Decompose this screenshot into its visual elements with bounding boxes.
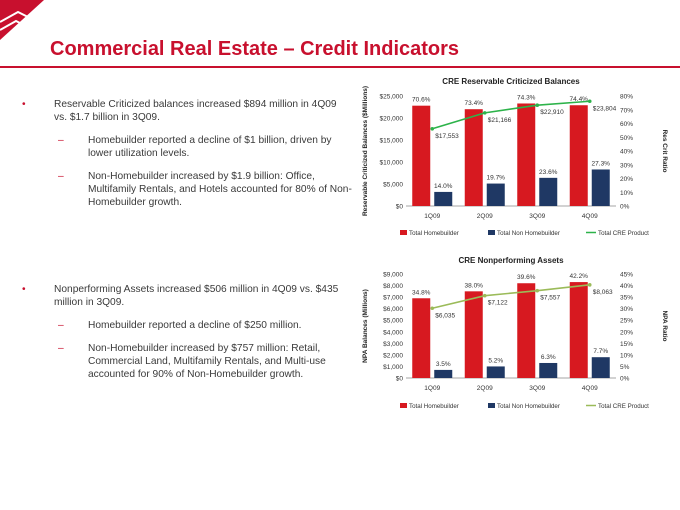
homebuilder-ratio-label: 38.0% [464, 282, 483, 290]
legend-swatch-homebuilder [400, 230, 407, 235]
non-homebuilder-ratio-label: 14.0% [434, 182, 453, 190]
non-homebuilder-bar [434, 192, 452, 206]
total-cre-point [430, 306, 434, 310]
y-tick-label: $9,000 [383, 271, 403, 279]
homebuilder-ratio-label: 73.4% [464, 100, 483, 108]
non-homebuilder-bar [434, 370, 452, 378]
category-label: 2Q09 [476, 385, 493, 392]
y2-axis-label: Res Crit Ratio [661, 129, 668, 173]
page-title: Commercial Real Estate – Credit Indicators [50, 38, 460, 60]
homebuilder-ratio-label: 42.2% [569, 273, 588, 281]
total-cre-value-label: $6,035 [435, 312, 456, 320]
legend-label: Total Homebuilder [409, 230, 459, 237]
bullet-sub-text: Non-Homebuilder increased by $1.9 billion: Office, Multifamily Rentals, and Hotels accounted for 80% of Non-Homebuilder growth. [88, 171, 352, 208]
legend-swatch-non-homebuilder [488, 230, 495, 235]
y2-tick-label: 20% [620, 176, 634, 183]
bullet-sub-text: Homebuilder reported a decline of $250 million. [88, 320, 302, 331]
bullet-sub-text: Non-Homebuilder increased by $757 million: Retail, Commercial Land, Multifamily Rentals, and Multi-use accounted for 90% of Non-Homebuilder growth. [88, 343, 326, 380]
bullet-dash: – [58, 135, 64, 146]
total-cre-point [588, 283, 592, 287]
non-homebuilder-ratio-label: 5.2% [488, 357, 504, 365]
bullet-dash: – [58, 320, 64, 331]
legend-label: Total Homebuilder [409, 403, 459, 410]
bullet-sub-text: Homebuilder reported a decline of $1 billion, driven by lower utilization levels. [88, 135, 332, 159]
bullet-main [22, 98, 352, 124]
total-cre-value-label: $22,910 [540, 109, 564, 117]
y-tick-label: $0 [395, 203, 403, 211]
homebuilder-bar [570, 282, 588, 378]
total-cre-value-label: $7,557 [540, 294, 561, 302]
category-label: 4Q09 [581, 213, 598, 220]
y2-tick-label: 20% [620, 329, 634, 337]
y-tick-label: $5,000 [383, 181, 403, 189]
y-tick-label: $8,000 [383, 283, 403, 291]
title-divider [0, 66, 680, 68]
chart-title: CRE Reservable Criticized Balances [442, 77, 580, 86]
bullet-sub [22, 342, 352, 381]
non-homebuilder-ratio-label: 27.3% [591, 160, 610, 168]
y2-tick-label: 15% [620, 340, 634, 348]
homebuilder-bar [517, 103, 535, 206]
y2-tick-label: 50% [620, 134, 634, 142]
y2-tick-label: 80% [620, 93, 634, 101]
y2-tick-label: 30% [620, 306, 634, 314]
bullet-text: Nonperforming Assets increased $506 million in 4Q09 vs. $435 million in 3Q09. [54, 284, 339, 308]
homebuilder-bar [465, 291, 483, 378]
y2-tick-label: 40% [620, 148, 634, 156]
non-homebuilder-bar [539, 178, 557, 206]
y2-tick-label: 5% [620, 363, 630, 371]
bullet-sub [22, 319, 352, 332]
non-homebuilder-ratio-label: 6.3% [540, 353, 556, 361]
non-homebuilder-ratio-label: 7.7% [593, 348, 609, 356]
y2-tick-label: 10% [620, 189, 634, 197]
homebuilder-ratio-label: 39.6% [517, 274, 536, 282]
total-cre-line [432, 101, 590, 129]
category-label: 3Q09 [529, 385, 546, 392]
chart-title: CRE Nonperforming Assets [458, 256, 564, 265]
category-label: 1Q09 [424, 213, 441, 220]
y2-tick-label: 0% [620, 375, 630, 383]
bullet-dot: • [22, 284, 26, 295]
non-homebuilder-bar [592, 169, 610, 206]
y-tick-label: $7,000 [383, 294, 403, 302]
y-tick-label: $3,000 [383, 340, 403, 348]
category-label: 4Q09 [581, 385, 598, 392]
y2-tick-label: 10% [620, 352, 634, 360]
criticized-balances-chart [358, 72, 670, 247]
y-tick-label: $4,000 [383, 329, 403, 337]
legend-swatch-homebuilder [400, 403, 407, 408]
bullet-group-npa [22, 283, 352, 391]
y-tick-label: $15,000 [379, 137, 403, 145]
y-axis-label: Reservable Criticized Balances ($Millions) [362, 85, 369, 217]
total-cre-value-label: $23,804 [592, 105, 617, 113]
y2-tick-label: 30% [620, 162, 634, 170]
y2-tick-label: 70% [620, 107, 634, 115]
total-cre-value-label: $21,166 [487, 116, 512, 124]
y-tick-label: $0 [395, 375, 403, 383]
total-cre-point [535, 289, 539, 293]
y2-tick-label: 40% [620, 283, 634, 291]
non-homebuilder-bar [487, 366, 505, 378]
total-cre-point [535, 103, 539, 107]
bullet-group-criticized [22, 98, 352, 219]
homebuilder-bar [412, 106, 430, 206]
legend-swatch-non-homebuilder [488, 403, 495, 408]
y-tick-label: $6,000 [383, 306, 403, 314]
y2-tick-label: 35% [620, 294, 634, 302]
total-cre-value-label: $7,122 [487, 299, 508, 307]
y-tick-label: $25,000 [379, 93, 403, 101]
bullet-dot: • [22, 99, 26, 110]
y-tick-label: $5,000 [383, 317, 403, 325]
total-cre-value-label: $17,553 [435, 132, 459, 140]
homebuilder-bar [517, 283, 535, 378]
y2-tick-label: 0% [620, 203, 630, 211]
homebuilder-bar [412, 298, 430, 378]
category-label: 1Q09 [424, 385, 441, 392]
legend-label: Total Non Homebuilder [497, 230, 560, 237]
bullet-main [22, 283, 352, 309]
bullet-dash: – [58, 343, 64, 354]
y-tick-label: $20,000 [379, 115, 403, 123]
bullet-sub [22, 134, 352, 160]
bullet-sub [22, 170, 352, 209]
y-tick-label: $2,000 [383, 352, 403, 360]
y2-tick-label: 60% [620, 121, 634, 128]
total-cre-point [588, 99, 592, 103]
homebuilder-ratio-label: 34.8% [412, 289, 431, 297]
homebuilder-bar [465, 109, 483, 206]
bullet-text: Reservable Criticized balances increased $894 million in 4Q09 vs. $1.7 billion in 3Q09. [54, 99, 337, 123]
y-axis-label: NPA Balances (Millions) [362, 289, 369, 363]
non-homebuilder-ratio-label: 23.6% [539, 168, 558, 176]
legend-label: Total CRE Product [598, 230, 649, 237]
non-homebuilder-ratio-label: 3.5% [435, 360, 451, 368]
total-cre-line [432, 285, 590, 308]
total-cre-value-label: $8,063 [592, 288, 613, 296]
homebuilder-ratio-label: 74.3% [517, 94, 536, 102]
y2-tick-label: 45% [620, 271, 634, 279]
legend-label: Total Non Homebuilder [497, 403, 560, 410]
non-homebuilder-bar [487, 184, 505, 206]
category-label: 2Q09 [476, 213, 493, 220]
non-homebuilder-bar [539, 363, 557, 378]
homebuilder-ratio-label: 74.4% [569, 96, 588, 104]
legend-label: Total CRE Product [598, 403, 649, 410]
homebuilder-ratio-label: 70.6% [412, 96, 431, 104]
y-tick-label: $1,000 [383, 363, 403, 371]
corporate-logo-mark [0, 0, 44, 40]
y2-axis-label: NPA Ratio [661, 310, 668, 342]
non-homebuilder-ratio-label: 19.7% [486, 174, 505, 182]
total-cre-point [430, 127, 434, 131]
total-cre-point [483, 111, 487, 115]
non-homebuilder-bar [592, 357, 610, 378]
homebuilder-bar [570, 105, 588, 206]
bullet-dash: – [58, 171, 64, 182]
y2-tick-label: 25% [620, 317, 634, 325]
total-cre-point [483, 294, 487, 298]
y-tick-label: $10,000 [379, 159, 403, 167]
nonperforming-assets-chart [358, 252, 670, 420]
category-label: 3Q09 [529, 213, 546, 220]
